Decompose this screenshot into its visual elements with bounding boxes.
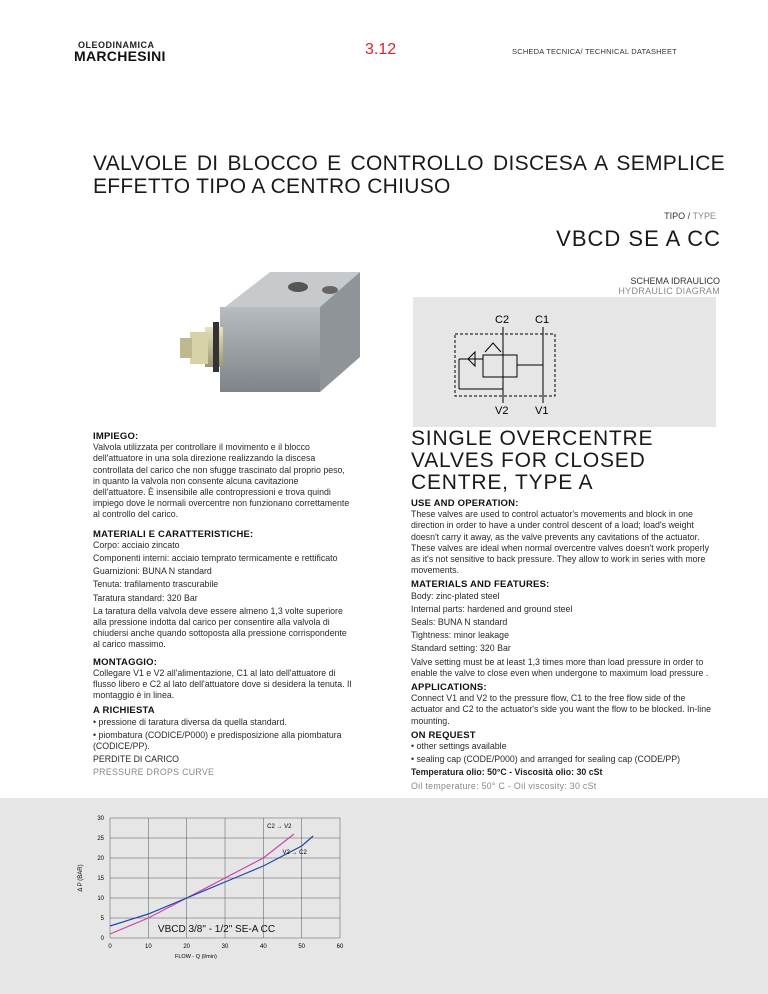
materiali-line: Corpo: acciaio zincato	[93, 539, 180, 550]
impiego-text: Valvola utilizzata per controllare il movimento e il blocco dell'attuatore in una sola direzione realizzando la discesa controllata del carico che non sfugge trascinato dal proprio peso, in quanto la valvola non consente alcuna cavitazione dell'attuatore. È insensibile alle contropressioni e trova quindi impiego dove le normali overcentre non funzionano correttamente al controllo del carico.	[93, 442, 350, 520]
port-c1-label: C1	[535, 314, 550, 326]
materiali-line: Taratura standard: 320 Bar	[93, 592, 198, 603]
series-label-1: C2 → V2	[267, 824, 292, 830]
schema-label-en: HYDRAULIC DIAGRAM	[618, 286, 720, 296]
brand-logo: MARCHESINI	[74, 48, 166, 64]
materiali-line: Guarnizioni: BUNA N standard	[93, 566, 212, 577]
heading-use: USE AND OPERATION:	[411, 498, 519, 509]
english-title: SINGLE OVERCENTRE VALVES FOR CLOSED CENTRE, TYPE A	[411, 427, 654, 494]
heading-materiali: MATERIALI E CARATTERISTICHE:	[93, 528, 254, 540]
x-tick-label: 20	[183, 944, 191, 950]
heading-montaggio: MONTAGGIO:	[93, 656, 158, 668]
perdite-label: PERDITE DI CARICO	[93, 754, 180, 765]
oil-info-en: Oil temperature: 50° C - Oil viscosity: 30 cSt	[411, 780, 597, 791]
english-column	[411, 428, 711, 794]
port-v2-label: V2	[495, 405, 509, 417]
sheet-label: SCHEDA TECNICA/ TECHNICAL DATASHEET	[512, 47, 677, 56]
y-tick-label: 0	[100, 936, 104, 942]
materials-line: Body: zinc-plated steel	[411, 590, 500, 601]
request-line: • other settings available	[411, 741, 507, 752]
x-axis-label: FLOW - Q (l/min)	[175, 954, 217, 960]
port-v1-label: V1	[535, 405, 549, 417]
materials-line: Valve setting must be at least 1,3 times more than load pressure in order to enable the valve to close even when undergone to maximum load pressure .	[411, 656, 709, 678]
x-tick-label: 40	[259, 944, 267, 950]
heading-impiego: IMPIEGO:	[93, 431, 139, 442]
x-tick-label: 0	[108, 944, 112, 950]
y-axis-label: Δ P (BAR)	[78, 864, 84, 892]
materiali-line: Tenuta: trafilamento trascurabile	[93, 579, 219, 590]
y-tick-label: 10	[97, 896, 104, 902]
chart-title: VBCD 3/8" - 1/2" SE-A CC	[157, 924, 276, 935]
heading-on-request: ON REQUEST	[411, 729, 476, 741]
x-tick-label: 30	[221, 944, 229, 950]
model-code: VBCD SE A CC	[556, 226, 721, 251]
page-title: VALVOLE DI BLOCCO E CONTROLLO DISCESA A SEMPLICE EFFETTO TIPO A CENTRO CHIUSO	[93, 152, 725, 198]
richiesta-line: • pressione di taratura diversa da quella standard.	[93, 716, 287, 727]
use-text: These valves are used to control actuator's movements and block in one direction in order to have a under control descent of a load; load's weight doesn't carry it away, as the valve prevents any cavitations of the actuator. These valves are ideal when normal overcentre valves doesn't work properly as it's not sensitive to back pressure. They allow to work in series with more movements.	[411, 509, 709, 576]
y-tick-label: 20	[97, 856, 104, 862]
x-tick-label: 10	[144, 944, 152, 950]
pressure-drop-chart	[70, 808, 370, 968]
materials-line: Internal parts: hardened and ground steel	[411, 603, 573, 614]
x-tick-label: 50	[298, 944, 306, 950]
materiali-line: Componenti interni: acciaio temprato termicamente e rettificato	[93, 553, 338, 564]
y-tick-label: 5	[100, 916, 104, 922]
heading-richiesta: A RICHIESTA	[93, 705, 155, 717]
montaggio-text: Collegare V1 e V2 all'alimentazione, C1 al lato dell'attuatore di flusso libero e C2 al lato dell'attuatore dove si desidera la tenuta. Il montaggio è in linea.	[93, 667, 352, 701]
port-c2-label: C2	[495, 314, 510, 326]
page-number: 3.12	[365, 41, 397, 58]
materiali-line: La taratura della valvola deve essere almeno 1,3 volte superiore alla pressione indotta dal carico per consentire alla valvola di chiudersi anche quando sottoposta alla pressione corrispondente al carico massimo.	[93, 605, 347, 650]
oil-info-it: Temperatura olio: 50°C - Viscosità olio: 30 cSt	[411, 767, 603, 778]
materials-line: Seals: BUNA N standard	[411, 617, 508, 628]
valve-product-image	[180, 262, 380, 412]
materials-line: Tightness: minor leakage	[411, 630, 509, 641]
y-tick-label: 30	[97, 816, 104, 822]
materials-line: Standard setting: 320 Bar	[411, 643, 511, 654]
x-tick-label: 60	[336, 944, 344, 950]
richiesta-line: • piombatura (CODICE/P000) e predisposizione alla piombatura (CODICE/PP).	[93, 729, 342, 752]
applications-text: Connect V1 and V2 to the pressure flow, C1 to the free flow side of the actuator and C2 to the actuator's side you want the flow to be blocked. In-line mounting.	[411, 693, 711, 726]
y-tick-label: 15	[97, 876, 104, 882]
italian-column	[93, 428, 353, 781]
heading-materials: MATERIALS AND FEATURES:	[411, 579, 550, 591]
y-tick-label: 25	[97, 836, 104, 842]
hydraulic-diagram	[413, 297, 716, 427]
series-label-2: V2 → C2	[282, 850, 307, 856]
type-label: TIPO / TYPE	[664, 211, 716, 221]
perdite-label-en: PRESSURE DROPS CURVE	[93, 767, 215, 778]
schema-label-it: SCHEMA IDRAULICO	[630, 276, 720, 286]
heading-applications: APPLICATIONS:	[411, 682, 487, 694]
request-line: • sealing cap (CODE/P000) and arranged for sealing cap (CODE/PP)	[411, 754, 681, 765]
series-line-1	[110, 834, 294, 934]
brand-top: OLEODINAMICA	[78, 40, 155, 50]
